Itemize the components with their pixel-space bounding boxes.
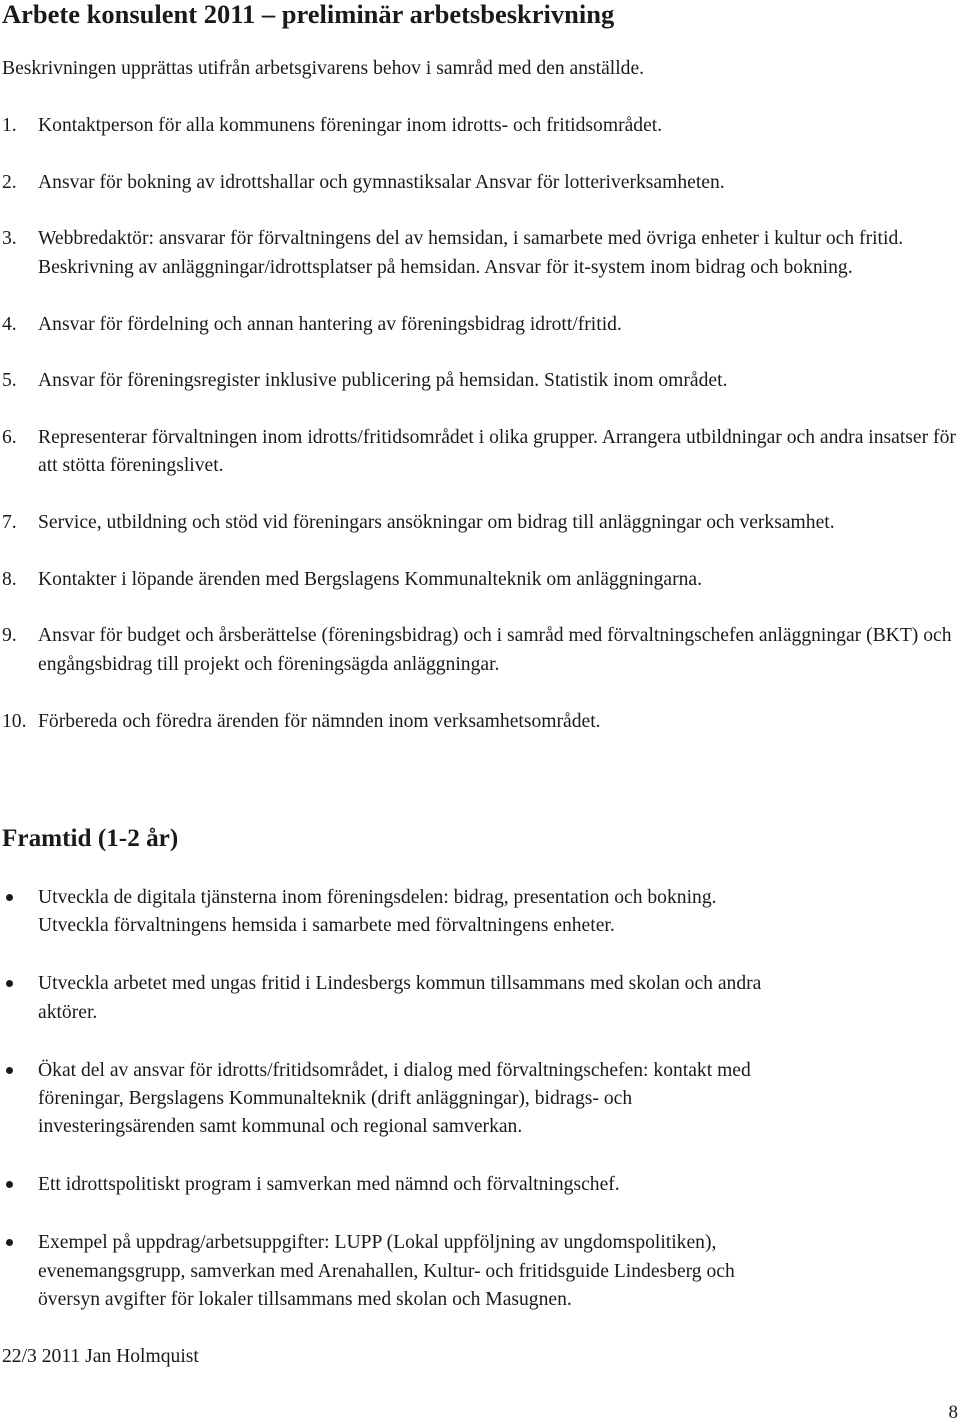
bullet-icon [6,1181,13,1188]
future-item-line: föreningar, Bergslagens Kommunalteknik (drift anläggningar), bidrags- och [38,1088,633,1110]
future-item [0,1057,960,1142]
task-text: Ansvar för budget och årsberättelse (föreningsbidrag) och i samråd med förvaltningschefen anläggningar (BKT) och engångsbidrag till projekt och föreningsägda anläggningar. [38,625,952,675]
future-item-line: Ett idrottspolitiskt program i samverkan med nämnd och förvaltningschef. [38,1174,620,1196]
task-text: Ansvar för fördelning och annan hantering av föreningsbidrag idrott/fritid. [38,313,622,335]
future-item-line: evenemangsgrupp, samverkan med Arenahallen, Kultur- och fritidsguide Lindesberg och [38,1260,735,1282]
task-text: Kontaktperson för alla kommunens föreningar inom idrotts- och fritidsområdet. [38,115,663,136]
future-item-line: översyn avgifter för lokaler tillsammans med skolan och Masugnen. [38,1289,572,1311]
task-number: 3. [2,228,17,250]
intro-text: Beskrivningen upprättas utifrån arbetsgivarens behov i samråd med den anställde. [2,58,645,79]
future-item-line: Utveckla förvaltningens hemsida i samarbete med förvaltningens enheter. [38,915,615,937]
task-item [0,225,960,282]
task-item [0,311,960,339]
task-number: 7. [2,512,17,534]
document-title: Arbete konsulent 2011 – preliminär arbetsbeskrivning [2,0,615,29]
page-number: 8 [948,1402,958,1423]
task-text: Representerar förvaltningen inom idrotts/fritidsområdet i olika grupper. Arrangera utbildningar och andra insatser för att stötta föreningslivet. [38,426,956,477]
bullet-icon [6,980,13,987]
task-list [0,112,960,764]
future-item-line: investeringsärenden samt kommunal och regional samverkan. [38,1116,523,1138]
task-text: Service, utbildning och stöd vid föreningars ansökningar om bidrag till anläggningar och verksamhet. [38,512,835,534]
task-text: Förbereda och föredra ärenden för nämnden inom verksamhetsområdet. [38,710,601,732]
future-item-line: Exempel på uppdrag/arbetsuppgifter: LUPP (Lokal uppföljning av ungdomspolitiken), [38,1232,717,1254]
future-item [0,1171,960,1199]
bullet-icon [6,894,13,901]
task-number: 4. [2,313,17,335]
signature-date: 22/3 2011 Jan Holmquist [2,1346,199,1367]
future-item-line: aktörer. [38,1001,98,1023]
task-number: 2. [2,171,17,193]
task-number: 8. [2,568,17,590]
task-number: 6. [2,426,17,448]
task-item [0,367,960,395]
future-item [0,884,960,941]
task-number: 1. [2,115,17,136]
task-item [0,424,960,481]
task-item [0,566,960,594]
task-number: 9. [2,625,17,647]
future-item [0,970,960,1027]
task-number: 10. [2,710,27,732]
bullet-icon [6,1067,13,1074]
task-text: Ansvar för föreningsregister inklusive publicering på hemsidan. Statistik inom området. [38,370,728,392]
future-item [0,1229,960,1314]
task-item [0,622,960,679]
task-text: Kontakter i löpande ärenden med Bergslagens Kommunalteknik om anläggningarna. [38,568,703,590]
task-item [0,509,960,537]
future-item-line: Utveckla arbetet med ungas fritid i Lindesbergs kommun tillsammans med skolan och andra [38,973,762,995]
task-text: Webbredaktör: ansvarar för förvaltningens del av hemsidan, i samarbete med övriga enheter i kultur och fritid. Beskrivning av anläggningar/idrottsplatser på hemsidan. Ansvar för it-system inom bidrag och bokning. [38,228,904,278]
task-item [0,112,960,140]
future-list [0,884,960,1344]
task-text: Ansvar för bokning av idrottshallar och gymnastiksalar Ansvar för lotteriverksamheten. [38,171,725,193]
future-heading: Framtid (1-2 år) [2,825,179,852]
task-item [0,169,960,197]
task-item [0,708,960,736]
future-item-line: Utveckla de digitala tjänsterna inom föreningsdelen: bidrag, presentation och bokning. [38,887,717,908]
future-item-line: Ökat del av ansvar för idrotts/fritidsområdet, i dialog med förvaltningschefen: kontakt med [38,1059,751,1081]
bullet-icon [6,1239,13,1246]
task-number: 5. [2,370,17,392]
